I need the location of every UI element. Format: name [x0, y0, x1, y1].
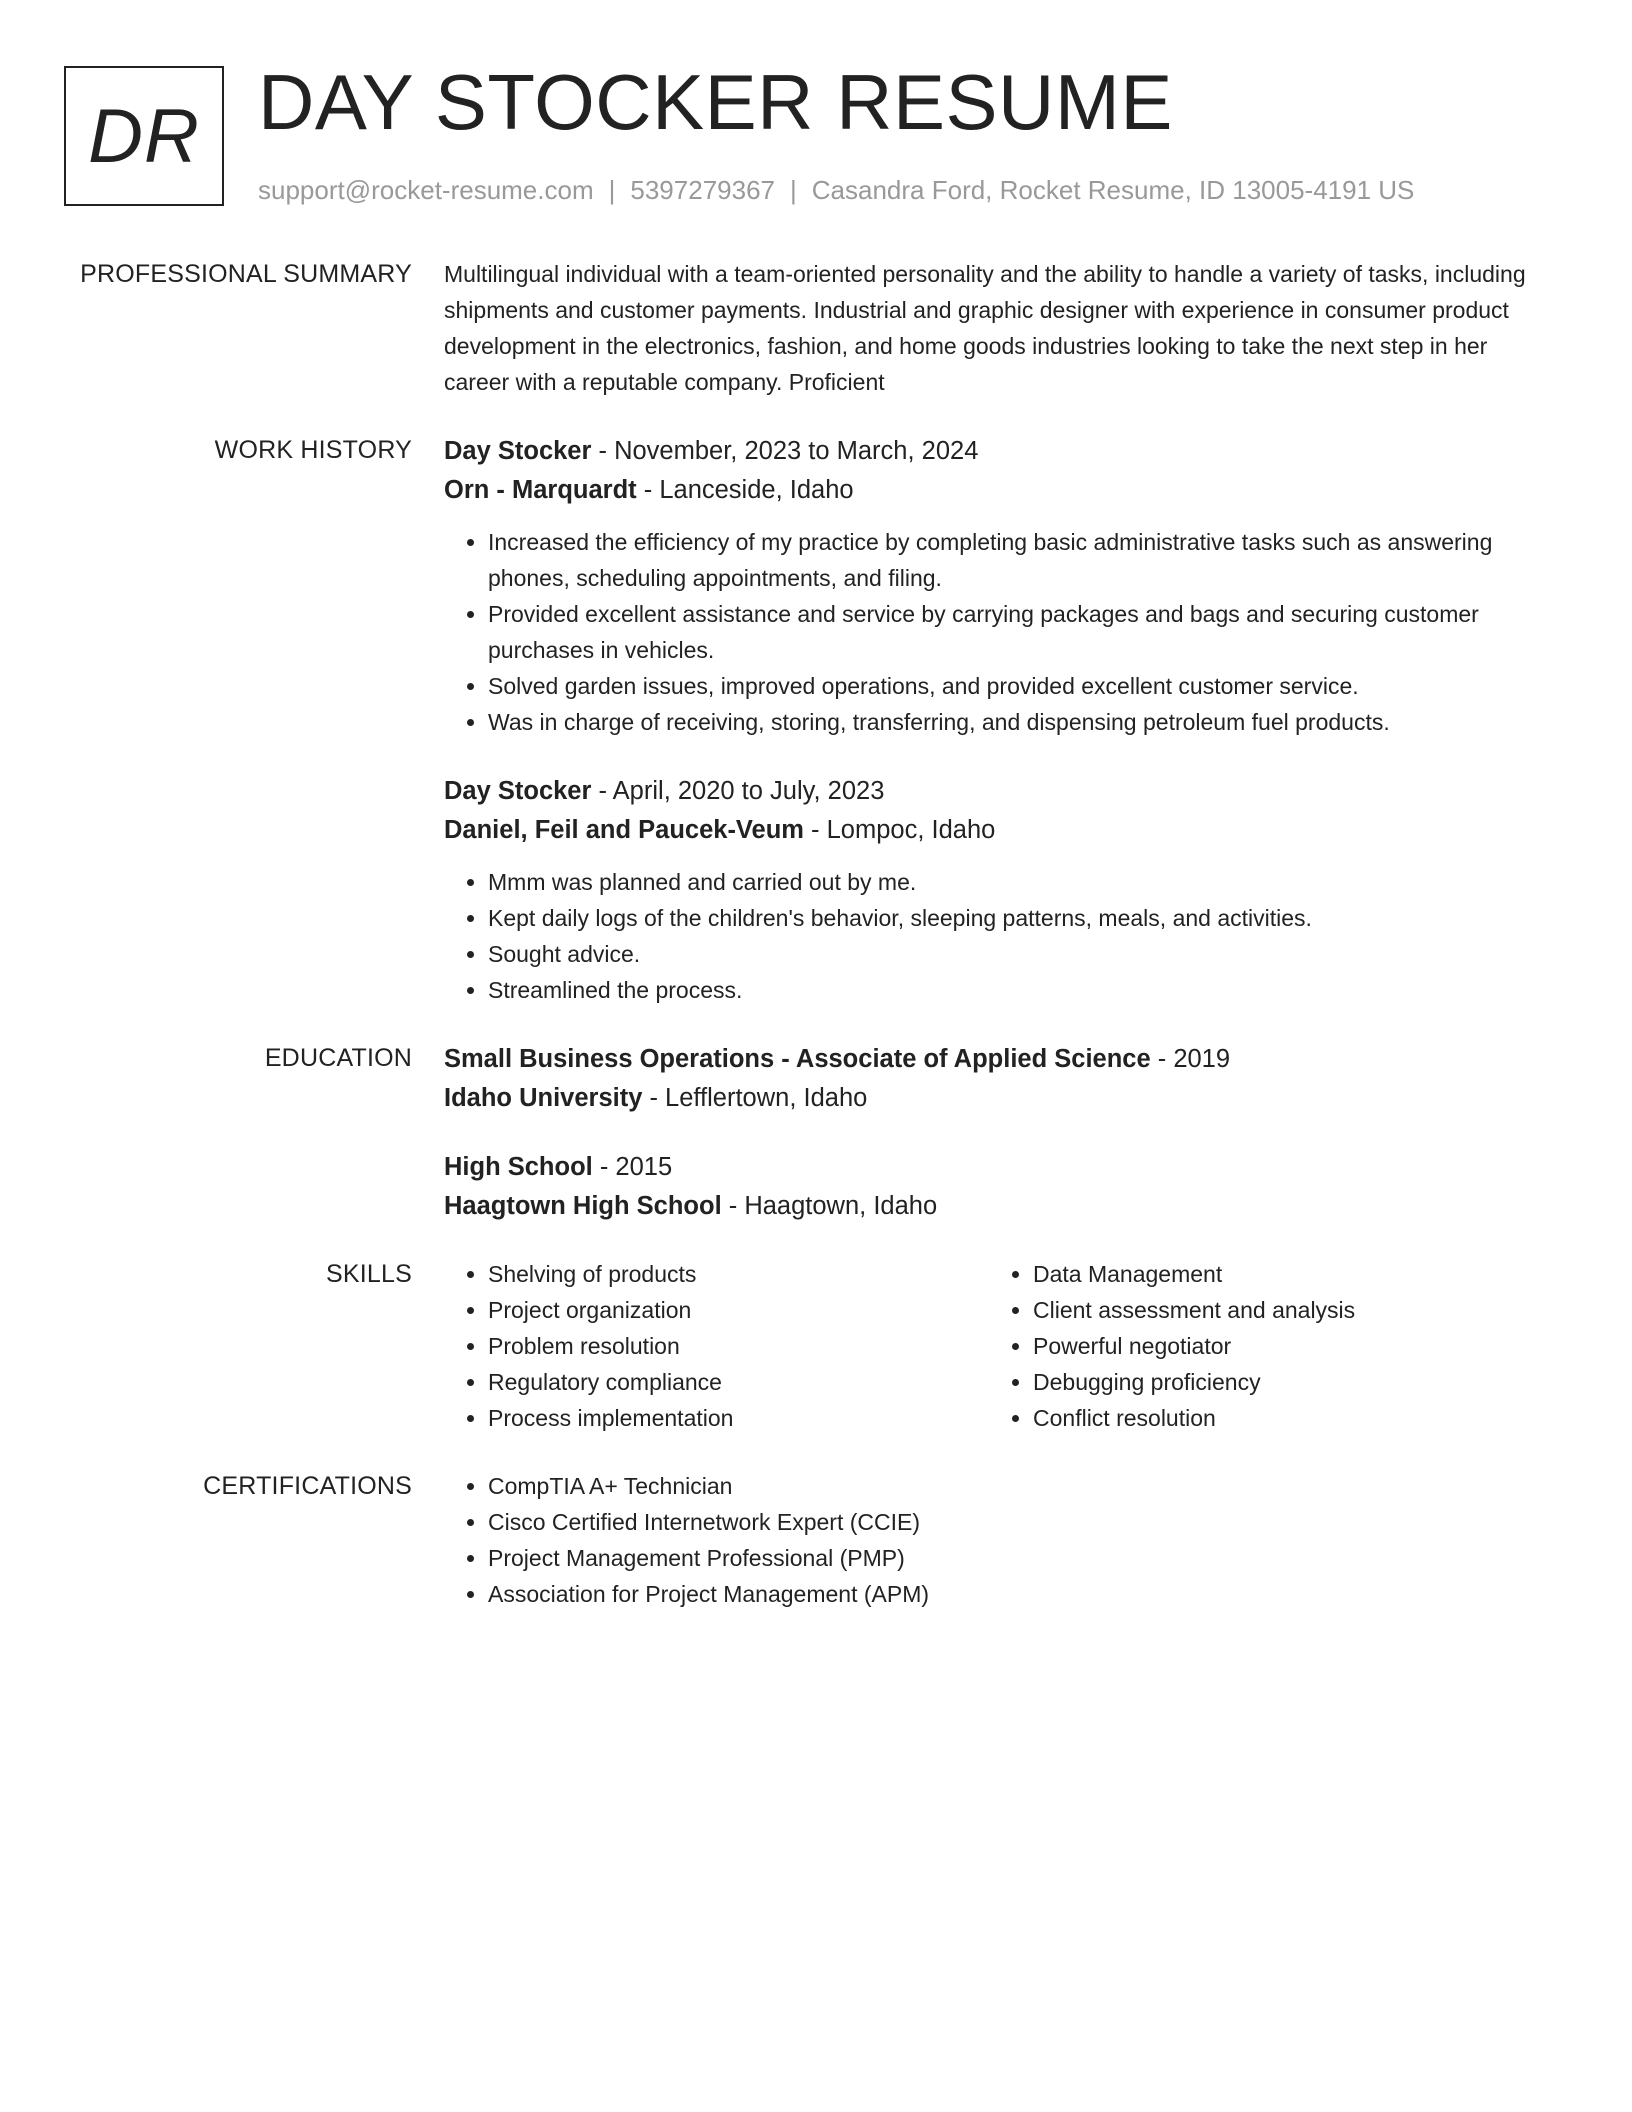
list-item: • Shelving of products — [488, 1256, 984, 1292]
degree-line — [444, 1040, 1552, 1079]
job-company: Orn - Marquardt — [444, 476, 637, 504]
certifications-section — [0, 1468, 1632, 1628]
list-item: • Conflict resolution — [1033, 1400, 1529, 1436]
list-item: • Association for Project Management (APM) — [488, 1576, 1552, 1612]
list-item: • Sought advice. — [488, 936, 1552, 972]
degree-line — [444, 1148, 1552, 1187]
school-name: Haagtown High School — [444, 1192, 722, 1220]
list-item: • Client assessment and analysis — [1033, 1292, 1529, 1328]
list-item: • Was in charge of receiving, storing, transferring, and dispensing petroleum fuel products. — [488, 704, 1552, 740]
degree-year: - 2019 — [1150, 1045, 1231, 1073]
degree-name: High School — [444, 1153, 593, 1181]
summary-label: PROFESSIONAL SUMMARY — [80, 260, 412, 288]
contact-separator: | — [608, 175, 616, 205]
job-company-line — [444, 811, 1552, 850]
job-location: - Lompoc, Idaho — [803, 816, 996, 844]
certifications-label: CERTIFICATIONS — [203, 1472, 412, 1500]
summary-section — [0, 256, 1632, 406]
school-line — [444, 1079, 1552, 1118]
certifications-body — [444, 1468, 1552, 1612]
education-entry — [444, 1040, 1552, 1118]
skills-list — [444, 1256, 984, 1436]
monogram-box — [64, 66, 224, 206]
certifications-list — [444, 1468, 1552, 1612]
job-title: Day Stocker — [444, 777, 592, 805]
list-item: • Kept daily logs of the children's behavior, sleeping patterns, meals, and activities. — [488, 900, 1552, 936]
list-item: • Problem resolution — [488, 1328, 984, 1364]
skills-label: SKILLS — [326, 1260, 412, 1288]
work-history-section — [0, 432, 1632, 1012]
list-item: • Process implementation — [488, 1400, 984, 1436]
school-location: - Lefflertown, Idaho — [642, 1084, 868, 1112]
skills-column-left — [444, 1256, 984, 1436]
list-item: • Streamlined the process. — [488, 972, 1552, 1008]
contact-line — [258, 172, 1414, 208]
school-line — [444, 1187, 1552, 1226]
job-duties-list — [444, 864, 1552, 1008]
contact-separator: | — [790, 175, 797, 205]
list-item: • Provided excellent assistance and service by carrying packages and bags and securing customer purchases in vehicles. — [488, 596, 1552, 668]
education-section — [0, 1040, 1632, 1230]
list-item: • Debugging proficiency — [1033, 1364, 1529, 1400]
skills-column-right — [989, 1256, 1529, 1436]
monogram-initials: DR — [88, 93, 200, 179]
summary-body — [444, 256, 1552, 400]
list-item: • Project Management Professional (PMP) — [488, 1540, 1552, 1576]
list-item: • Powerful negotiator — [1033, 1328, 1529, 1364]
job-dates: - April, 2020 to July, 2023 — [591, 777, 885, 805]
skills-list — [989, 1256, 1529, 1436]
degree-year: - 2015 — [592, 1153, 673, 1181]
list-item: • Data Management — [1033, 1256, 1529, 1292]
job-company: Daniel, Feil and Paucek-Veum — [444, 816, 804, 844]
education-entry — [444, 1148, 1552, 1226]
job-title-line — [444, 772, 1552, 811]
job-location: - Lanceside, Idaho — [636, 476, 854, 504]
skills-section — [0, 1256, 1632, 1446]
list-item: • Mmm was planned and carried out by me. — [488, 864, 1552, 900]
list-item: • Project organization — [488, 1292, 984, 1328]
job-company-line — [444, 471, 1552, 510]
work-history-label: WORK HISTORY — [214, 436, 412, 464]
job-entry — [444, 432, 1552, 740]
contact-address: Casandra Ford, Rocket Resume, ID 13005-4191 US — [811, 175, 1415, 205]
job-entry — [444, 772, 1552, 1008]
list-item: • CompTIA A+ Technician — [488, 1468, 1552, 1504]
degree-name: Small Business Operations - Associate of Applied Science — [444, 1045, 1151, 1073]
summary-text: Multilingual individual with a team-oriented personality and the ability to handle a variety of tasks, including shipments and customer payments. Industrial and graphic designer with experience in consumer product development in the electronics, fashion, and home goods industries looking to take the next step in her career with a reputable company. Proficient — [444, 261, 1526, 395]
list-item: • Regulatory compliance — [488, 1364, 984, 1400]
job-title: Day Stocker — [444, 437, 592, 465]
job-dates: - November, 2023 to March, 2024 — [591, 437, 979, 465]
resume-title: DAY STOCKER RESUME — [258, 58, 1173, 146]
job-duties-list — [444, 524, 1552, 740]
school-name: Idaho University — [444, 1084, 643, 1112]
contact-email: support@rocket-resume.com — [258, 175, 594, 205]
list-item: • Solved garden issues, improved operations, and provided excellent customer service. — [488, 668, 1552, 704]
list-item: • Cisco Certified Internetwork Expert (CCIE) — [488, 1504, 1552, 1540]
list-item: • Increased the efficiency of my practice by completing basic administrative tasks such as answering phones, scheduling appointments, and filing. — [488, 524, 1552, 596]
school-location: - Haagtown, Idaho — [721, 1192, 938, 1220]
contact-phone: 5397279367 — [630, 175, 775, 205]
education-label: EDUCATION — [264, 1044, 412, 1072]
job-title-line — [444, 432, 1552, 471]
